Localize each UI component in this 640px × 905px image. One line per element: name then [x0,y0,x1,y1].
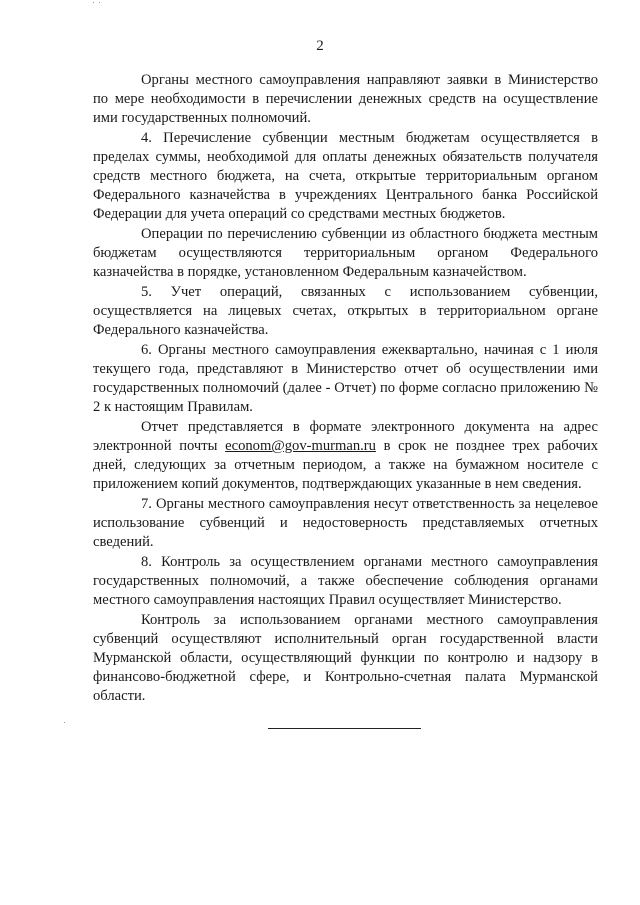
scan-speck [64,722,65,723]
paragraph-8-control: 8. Контроль за осуществлением органами местного самоуправления государственных полномочий, а также обеспечение соблюдения органами местного самоуправления настоящих Правил осуществляет Министерство. [93,554,598,608]
report-text-after: в срок не позднее трех рабочих дней, следующих за отчетным периодом, а также на бумажном носителе с приложением копий документов, подтверждающих указанные в нем сведения. [93,438,598,492]
email-link[interactable]: econom@gov-murman.ru [225,438,376,454]
paragraph-7-responsibility: 7. Органы местного самоуправления несут ответственность за нецелевое использование субвенций и недостоверность представляемых отчетных сведений. [93,496,598,550]
paragraph-applications: Органы местного самоуправления направляют заявки в Министерство по мере необходимости в перечислении денежных средств на осуществление ими государственных полномочий. [93,72,598,126]
paragraph-5-accounting: 5. Учет операций, связанных с использованием субвенции, осуществляется на лицевых счетах, открытых в территориальном органе Федерального казначейства. [93,284,598,338]
paragraph-financial-control: Контроль за использованием органами местного самоуправления субвенций осуществляют исполнительный орган государственной власти Мурманской области, осуществляющий функции по контролю и надзору в финансово-бюджетной сфере, и Контрольно-счетная палата Мурманской области. [93,612,598,704]
page-number: 2 [316,38,324,54]
paragraph-6-reporting: 6. Органы местного самоуправления ежеквартально, начиная с 1 июля текущего года, представляют в Министерство отчет об осуществлении ими государственных полномочий (далее - Отчет) по форме согласно приложению № 2 к настоящим Правилам. [93,342,598,415]
paragraph-transfer-operations: Операции по перечислению субвенции из областного бюджета местным бюджетам осуществляются территориальным органом Федерального казначейства в порядке, установленном Федеральным казначейством. [93,226,598,280]
document-body [93,71,598,706]
scan-speck [93,2,94,3]
paragraph-report-format [93,418,598,494]
paragraph-4-transfer: 4. Перечисление субвенции местным бюджетам осуществляется в пределах суммы, необходимой для оплаты денежных обязательств получателя средств местного бюджета, на счета, открытые территориальным органом Федерального казначейства в учреждениях Центрального банка Российской Федерации для учета операций со средствами местных бюджетов. [93,130,598,222]
report-text-before: Отчет представляется в формате электронного документа на адрес электронной почты [93,419,598,454]
scan-speck [99,2,100,3]
closing-divider [268,728,421,729]
